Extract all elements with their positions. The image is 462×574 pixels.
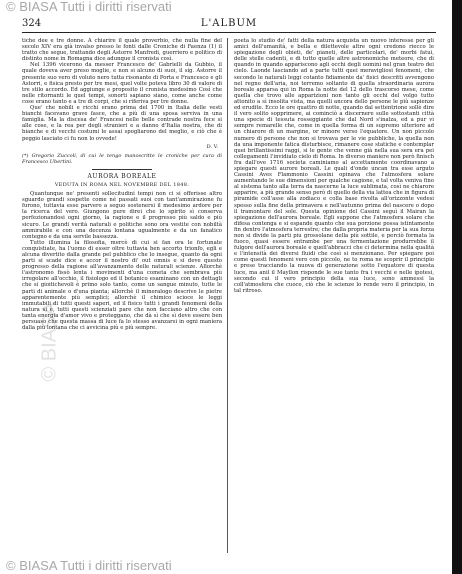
page-header xyxy=(22,18,436,33)
left-paragraph: Que' che nobili e ricchi erano prima del 1700 in Italia delle vesti bianchi facevano grave fasce, che a più di una sposa serviva in una famiglia. Ma la discesa de' Francesi nelle belle contrade nostra fece si alle cose, e la rea per degli stranieri e a danno d'Italia nostra, che di bianche e di vecchi costumi le assai spogliarono del meglio, e ciò che è peggio lasciato ci fu non lo ovvede! xyxy=(22,105,222,142)
right-column xyxy=(234,38,434,553)
author-signature: D. V. xyxy=(206,143,218,150)
article-paragraph: Quantunque ne' presenti sollecitudini tempi non ci si offerisse altro sguardo grandi sospette come né passati suoi con tant'ammirazione fu furono, tuttavia esse parvero a seguo sostenersi il medesimo ardore per la ricerca del vero. Giungono pure direi che lo spirito sì conserva perfezionandosi ogni giorno, la ragione e il progresso più saldo e più sicuro. Le grandi verità naturali e politiche sono ora vestite con nobiltà ammirabile e con una decenza lontana ugualmente e da un fanatico contegno e da una servile bassezza. xyxy=(22,191,222,240)
running-title: L'ALBUM xyxy=(200,18,258,29)
left-column xyxy=(22,38,222,553)
watermark-top: © BIASA Tutti i diritti riservati xyxy=(6,0,172,14)
left-paragraph: tiche dee e tre donne. A chiarire il quale proverbio, che nulla fine del secolo XIV era già invalso presso le fonti dalle Croniche di Faenza (1) il tratto che segue, trattando degli Astorre Manfredi, guerriero e politico di distinto nome in Romagna dice adunque il cronista così. xyxy=(22,38,222,63)
column-divider xyxy=(227,38,228,553)
page-number: 324 xyxy=(22,18,42,29)
right-paragraph: poeta lo studio de' fatti della natura acquista un nuovo interesse per gli amici dell'umanità, e bella e dilettevole altre ogni credono riecco le spiegazione degli obieti, de' pianeti, delle particolari, de' morbi fatui, delle stelle cadenti, e di tutto quelle altre astronomiche meteore, che di quando in quando appariscono agli occhi degli uomini nel gran teatro dei cielo. Laonde lasciando ad a parte tutti quei meravigliosi fenomeni, che secondo le naturali leggi cotanto fidiamente da' fisici descritti avvengono nel regno dell'aria, noi terremo soltanto di quella straordinaria aurora boreale apparsa qui in Roma la notte del 12 dello trascorso mese, come quella che trovo alle apparizioni non tanto gli occhi del volgo tutto attonito a sì insolita vista, ma quelli ancora dello persone le più sapienze ed erudite. Ecco le ore quattro di notte, quando dal settentrione sollè dire il vero solito sopprimere, ai cominciò a discernere sulle sottostanti città una specie di tessuta rosseggiante che dal Nord s'inalza, ed a pur vi sempre remarelle che, come in quella forma di un supremo ulteriore ad un chiarore di un margine, or minore verso l'equatore. Un non piccolo numero di persone che non si trovava per le vie pubbliche, la quella non da una imponente fatica disturbisce, rimanere cose statiche e contemplar quei brillantissimi raggi, si le gente che venne già nella sua sera era pei collegamenti l'invidiato cielo di Roma. In diverso maniere non però finisch fra dall'ove 1716 societa caminiamo al accettamente coordinavano a spiegare questi aurore boreali. Le quali d'onde uncan tra esse arguto Cassini Aves Flammonio Cassini opinava che l'atmosfera solare aumentando le sue dimensioni per qualche cagione, e tal volta veniva fino al sistema tanto alla terra da nascerne la luce sublimata, così ne chiarore apparire, a più grande senso però di quello della via lattea che in figura di piramide coll'asse alla zodiaco e colla base rivolta all'orizzonte vedesi spesso sulla fine della primavera e nell'autunno prima del nascere o dopo il tramontare del sole. Questa opinione del Cassini seguì il Mairan la spiegazione dell'aurora boreale. Egli suppone che l'atmosfera solare che difesa contenga e si espande quanto che sua porzione possa istintamente fin dentro l'atmosfera terrestre; che dalla propria materia per la sua forza non si divide la parti piu grossolane della più sottile, e perciò formata la fuoco, quasi essere entrambe per una fermentazione produrrebbe il fulgore dell'aurora boreale e quell'abbracci che ci determina nella qualità e l'intensità dei diversi fluidi che così si menzionano. Per spiegare poi come questi fenomeni vero con piccolo, ne to roma ne scoprir il principio e prese tracciando la nuova di generazione sotto l'equatore di questa luce, ma anil il Mayllon risponde le sue tanto fra i vecchi e nelle ipotesi, secondo cui il vero principio della sua luce, sono ammessi la coll'atmosfera che cuoce, ciò che le scienze lo rende vero il principio, in tal ritroso. xyxy=(234,38,434,294)
article-subtitle: VEDUTA IN ROMA NEL NOVEMBRE DEL 1848. xyxy=(54,181,190,188)
article-paragraph: Tutto illumina la filosofia, mercè di cui si fan ora le fortunate conquistiate, ha l'uomo di esser oltre tuttavia ben accorto trionfo, egli e alcuna divertito dalla grande pel pubblico che lo insegue, quanto da ogni parti si scade dice e accor il nostro di' out omnis e si deve questo progresso della ragione all'avanzamento delle naturali scienze. Allorchè l'astronomo fissò lenta i movimenti d'una cometa che sembrava più irregolare all'occhio, il fisiologo ed il botanico esaminano con un dettagli che si gioitichevoli è primo solo tanto, come un sangue minuto, tutte le parti di animale o d'una pianta; allorchè il mineralogo descrive le pietre apparentemente più semplici; allorchè il chimico scioce le leggi immutabili di tutti questi saperi, ed il fisico tutti i grandi fenomeni della natura si è, tutti questi scienziati pare che non facciano altro che con tanta energia d'amor vivo e proteggano, che dà sì che sì deve essere ben persuaso che questa massa di luce fa lo stesso avanzarsi in ogni maniera dalla più lontana che ci avvicina più e più sempre. xyxy=(22,239,222,332)
watermark-bottom: © BIASA Tutti i diritti riservati xyxy=(6,558,172,573)
section-rule xyxy=(92,169,152,170)
journal-page xyxy=(22,14,452,559)
footnote: (*) Gregorio Zuccoli, di cui le tengo manoscritte le croniche per cura di Francesco Ubertini. xyxy=(22,152,222,165)
article-title: AURORA BOREALE xyxy=(87,172,157,180)
watermark-side: © BIASA xyxy=(38,302,61,382)
left-paragraph: Nel 1396 vicerono da messer Francesco de' Gabrielli da Gubbio, il quale doveva aver preso moglie, e non si alcuno di suoi, il sig. Astorre il presente suo vero di voluto nero tutta risonante di Porta e Francesco e gli Astorri, e fisica presto per tre mesi, quel volte poteva libro 30 di valore di tre stilo accordo. Ed aggiunge e proposito il cronista medesimo Così che nelle ritornanti le quel tempi, sonorti sapiano siano, come anche come cose erano tanto e a tre di corpi, che si riferiva per tre donne. xyxy=(22,62,222,105)
page-edge-shadow xyxy=(452,0,462,574)
